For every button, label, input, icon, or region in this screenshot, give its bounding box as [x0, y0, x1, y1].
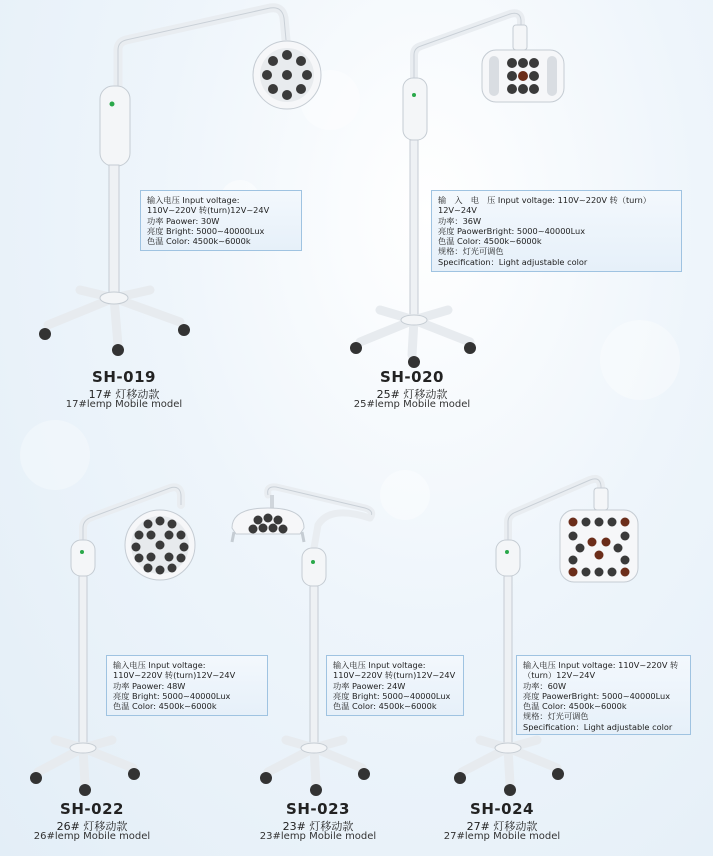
- spec-line: 输入电压 Input voltage:: [113, 660, 206, 670]
- spec-line: Specification：Light adjustable color: [523, 721, 673, 732]
- model-number: SH-019: [92, 368, 156, 386]
- spec-line: 12V~24V: [438, 205, 477, 216]
- spec-box-sh-020: [431, 190, 682, 272]
- product-name-en: 25#lemp Mobile model: [353, 399, 471, 410]
- model-number: SH-023: [286, 800, 350, 818]
- spec-line: 色温 Color: 4500k~6000k: [523, 701, 627, 712]
- spec-box-sh-023: [326, 655, 464, 716]
- model-number: SH-022: [60, 800, 124, 818]
- product-name-en: 26#lemp Mobile model: [33, 831, 151, 842]
- product-name-en: 23#lemp Mobile model: [259, 831, 377, 842]
- spec-line: 亮度 PaowerBright: 5000~40000Lux: [523, 690, 671, 701]
- spec-line: 功率：36W: [438, 215, 482, 226]
- spec-line: （turn）12V~24V: [523, 670, 596, 681]
- product-name-en: 27#lemp Mobile model: [443, 831, 561, 842]
- spec-line: 亮度 Bright: 5000~40000Lux: [113, 690, 231, 701]
- spec-line: 输入电压 Input voltage: 110V~220V 转: [523, 660, 679, 670]
- model-number: SH-020: [380, 368, 444, 386]
- spec-line: 色温 Color: 4500k~6000k: [438, 236, 542, 247]
- spec-line: 色温 Color: 4500k~6000k: [147, 236, 251, 247]
- product-name-cn: 23# 灯移动款: [282, 820, 354, 833]
- spec-line: Specification：Light adjustable color: [438, 256, 588, 267]
- spec-line: 色温 Color: 4500k~6000k: [113, 701, 217, 712]
- product-name-cn: 27# 灯移动款: [466, 820, 538, 833]
- model-number: SH-024: [470, 800, 534, 818]
- product-name-cn: 26# 灯移动款: [56, 820, 128, 833]
- spec-line: 功率：60W: [523, 680, 567, 691]
- spec-line: 功率 Paower: 48W: [113, 680, 186, 691]
- spec-line: 规格：灯光可调色: [523, 711, 589, 722]
- spec-line: 110V~220V 转(turn)12V~24V: [147, 205, 270, 216]
- spec-line: 色温 Color: 4500k~6000k: [333, 701, 437, 712]
- spec-line: 输入电压 Input voltage:: [333, 660, 426, 670]
- spec-line: 亮度 Bright: 5000~40000Lux: [333, 690, 451, 701]
- spec-box-sh-022: [106, 655, 268, 716]
- spec-line: 输入电压 Input voltage:: [147, 195, 240, 205]
- product-name-cn: 17# 灯移动款: [88, 388, 160, 401]
- spec-box-sh-024: [516, 655, 691, 735]
- spec-line: 功率 Paower: 30W: [147, 215, 220, 226]
- spec-line: 110V~220V 转(turn)12V~24V: [113, 670, 236, 681]
- product-name-cn: 25# 灯移动款: [376, 388, 448, 401]
- spec-line: 功率 Paower: 24W: [333, 680, 406, 691]
- product-name-en: 17#lemp Mobile model: [65, 399, 183, 410]
- spec-line: 输 入 电 压 Input voltage: 110V~220V 转（turn）: [438, 195, 651, 205]
- spec-line: 110V~220V 转(turn)12V~24V: [333, 670, 456, 681]
- spec-line: 亮度 PaowerBright: 5000~40000Lux: [438, 225, 586, 236]
- spec-line: 规格：灯光可调色: [438, 246, 504, 257]
- spec-line: 亮度 Bright: 5000~40000Lux: [147, 225, 265, 236]
